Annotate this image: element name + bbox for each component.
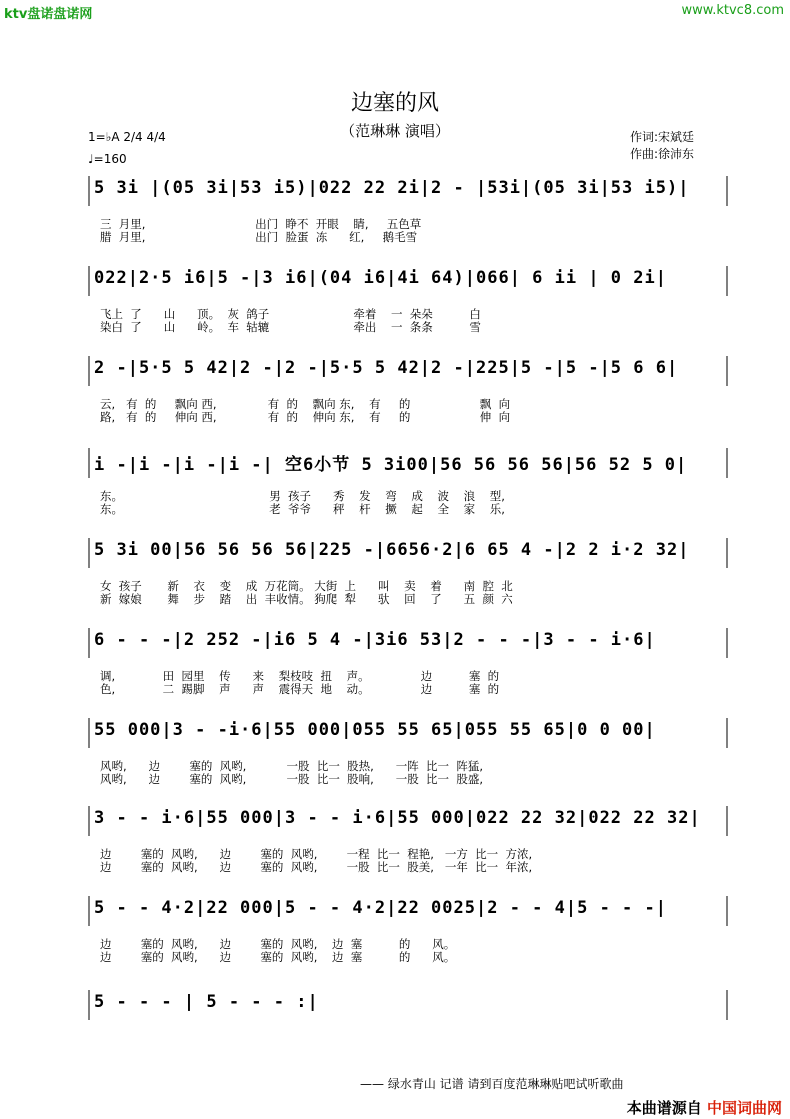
lyric-verse-1: 调, 田 园里 传 来 梨枝吱 扭 声。 边 塞 的 — [100, 669, 500, 683]
lyric-verse-2: 东。 老 爷爷 秤 杆 撅 起 全 家 乐, — [100, 502, 505, 516]
lyric-verse-1: 飞上 了 山 顶。 灰 鸽子 牵着 一 朵朵 白 — [100, 307, 481, 321]
lyric-verse-2: 染白 了 山 岭。 车 轱辘 牵出 一 条条 雪 — [100, 320, 481, 334]
notation-line: 2 -|5·5 5 42|2 -|2 -|5·5 5 42|2 -|225|5 -|5 -|5 6 6| — [94, 358, 679, 378]
notation-line: 5 3i 00|56 56 56 56|225 -|6656·2|6 65 4 -|2 2 i·2 32| — [94, 540, 690, 560]
notation-line: 3 - - i·6|55 000|3 - - i·6|55 000|022 22 32|022 22 32| — [94, 808, 701, 828]
lyric-verse-2: 腊 月里, 出门 脸蛋 冻 红, 鹅毛雪 — [100, 230, 418, 244]
source-credit — [627, 1097, 782, 1118]
tempo-mark: ♩=160 — [88, 152, 127, 166]
lyric-verse-1: 东。 男 孩子 秀 发 弯 成 波 浪 型, — [100, 489, 505, 503]
lyric-verse-1: 边 塞的 风哟, 边 塞的 风哟, 一程 比一 程艳, 一方 比一 方浓, — [100, 847, 533, 861]
notation-line: 5 3i |(05 3i|53 i5)|022 22 2i|2 - |53i|(05 3i|53 i5)| — [94, 178, 690, 198]
source-label: 本曲谱源自 — [626, 1099, 702, 1117]
notation-line: 55 000|3 - -i·6|55 000|055 55 65|055 55 65|0 0 00| — [94, 720, 656, 740]
lyric-verse-1: 三 月里, 出门 睁不 开眼 睛, 五色草 — [100, 217, 422, 231]
lyric-verse-2: 风哟, 边 塞的 风哟, 一股 比一 股响, 一股 比一 股盛, — [100, 772, 483, 786]
lyricist-credit: 作词:宋斌廷 — [630, 130, 695, 144]
notation-line: 5 - - - | 5 - - - :| — [94, 992, 319, 1012]
key-signature: 1=♭A 2/4 4/4 — [88, 130, 166, 144]
lyric-verse-2: 边 塞的 风哟, 边 塞的 风哟, 边 塞 的 风。 — [100, 950, 456, 964]
lyric-verse-2: 新 嫁娘 舞 步 踏 出 丰收情。 狗爬 犁 驮 回 了 五 颜 六 — [100, 592, 513, 606]
lyric-verse-1: 风哟, 边 塞的 风哟, 一股 比一 股热, 一阵 比一 阵猛, — [100, 759, 483, 773]
lyric-verse-2: 路, 有 的 伸向 西, 有 的 伸向 东, 有 的 伸 向 — [100, 410, 511, 424]
lyric-verse-1: 边 塞的 风哟, 边 塞的 风哟, 边 塞 的 风。 — [100, 937, 456, 951]
watermark-right: www.ktvc8.com — [681, 3, 784, 18]
song-subtitle: （范琳琳 演唱） — [340, 122, 450, 140]
composer-credit: 作曲:徐沛东 — [630, 147, 695, 161]
watermark-left: ktv盘诺盘诺网 — [4, 7, 93, 22]
lyric-verse-1: 女 孩子 新 衣 变 成 万花筒。 大街 上 叫 卖 着 南 腔 北 — [100, 579, 513, 593]
notation-line: 022|2·5 i6|5 -|3 i6|(04 i6|4i 64)|066| 6 ii | 0 2i| — [94, 268, 667, 288]
transcriber-footer: —— 绿水青山 记谱 请到百度范琳琳贴吧试听歌曲 — [360, 1077, 624, 1091]
song-title: 边塞的风 — [350, 91, 439, 116]
lyric-verse-2: 边 塞的 风哟, 边 塞的 风哟, 一股 比一 股美, 一年 比一 年浓, — [100, 860, 533, 874]
notation-line: i -|i -|i -|i -| 空6小节 5 3i00|56 56 56 56|56 52 5 0| — [94, 455, 688, 475]
source-site: 中国词曲网 — [706, 1099, 782, 1117]
notation-line: 5 - - 4·2|22 000|5 - - 4·2|22 0025|2 - - 4|5 - - -| — [94, 898, 667, 918]
lyric-verse-2: 色, 二 踢脚 声 声 震得天 地 动。 边 塞 的 — [100, 682, 500, 696]
lyric-verse-1: 云, 有 的 飘向 西, 有 的 飘向 东, 有 的 飘 向 — [100, 397, 511, 411]
notation-line: 6 - - -|2 252 -|i6 5 4 -|3i6 53|2 - - -|3 - - i·6| — [94, 630, 656, 650]
